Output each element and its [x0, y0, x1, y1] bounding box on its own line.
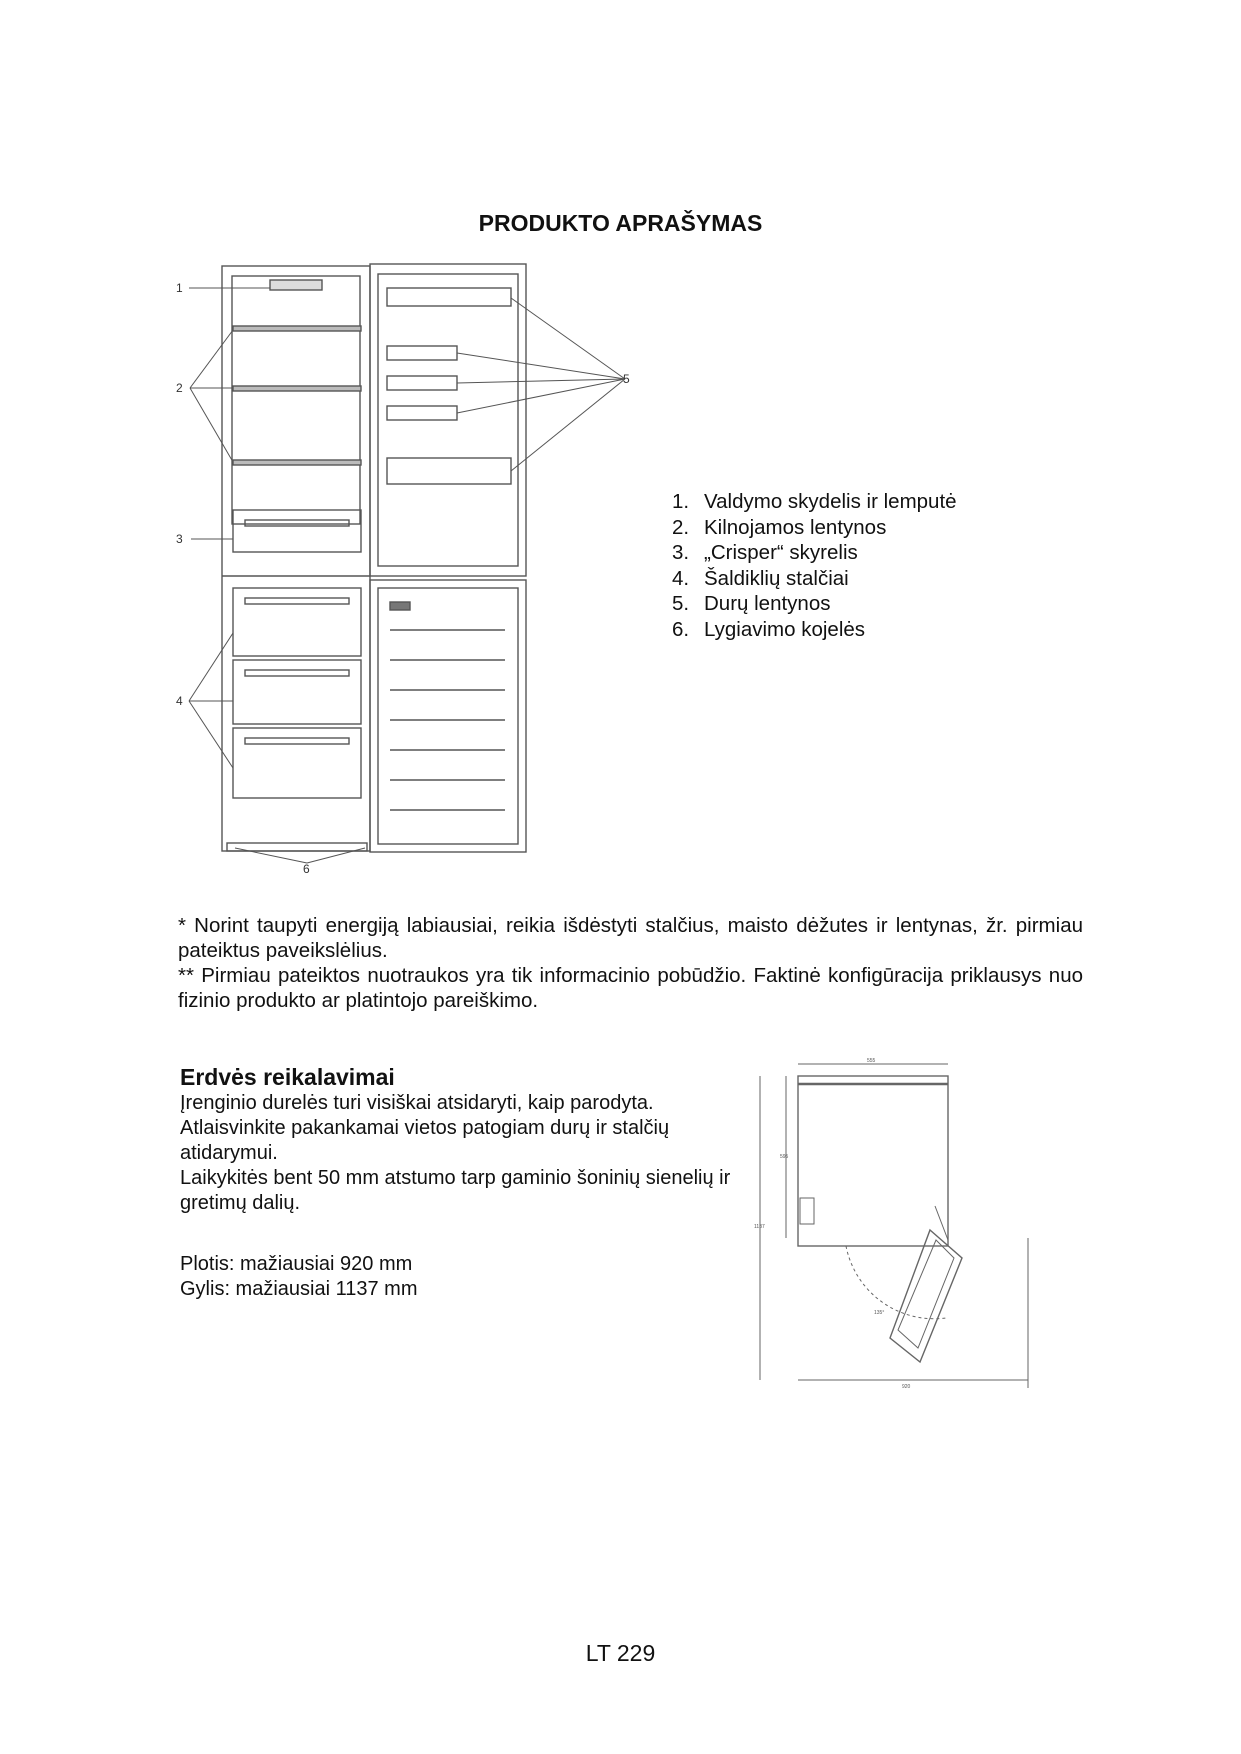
callout-5: 5	[623, 372, 630, 386]
list-item: 1. Valdymo skydelis ir lemputė	[672, 490, 957, 513]
section-title: Erdvės reikalavimai	[180, 1064, 395, 1090]
notes	[178, 913, 1083, 1013]
list-item: 4. Šaldiklių stalčiai	[672, 566, 849, 590]
dimension-text	[180, 1252, 417, 1302]
note-energy: * Norint taupyti energiją labiausiai, reikia išdėstyti stalčius, maisto dėžutes ir lentynas, žr. pirmiau pateiktus paveikslėlius.	[178, 914, 1083, 962]
width-requirement: Plotis: mažiausiai 920 mm	[180, 1253, 413, 1275]
dim-outer-depth: 1137	[754, 1224, 765, 1230]
fridge-diagram	[165, 258, 635, 873]
callout-6: 6	[303, 862, 310, 873]
dim-bottom: 920	[902, 1384, 911, 1390]
list-item: 6. Lygiavimo kojelės	[672, 617, 866, 641]
dim-top: 555	[867, 1058, 876, 1064]
page-number: LT 229	[585, 1640, 656, 1666]
callout-2: 2	[176, 381, 183, 395]
dim-angle: 135°	[874, 1310, 885, 1316]
list-item: 2. Kilnojamos lentynos	[672, 515, 887, 539]
page-title: PRODUKTO APRAŠYMAS	[478, 210, 763, 236]
callout-3: 3	[176, 532, 183, 546]
dim-inner-depth: 595	[780, 1154, 789, 1160]
clearance-diagram	[750, 1058, 1060, 1403]
list-item: 3. „Crisper“ skyrelis	[672, 541, 858, 564]
space-requirements-text: Įrenginio durelės turi visiškai atsidaryti, kaip parodyta. Atlaisvinkite pakankamai vietos patogiam durų ir stalčių atidarymui. Laikykitės bent 50 mm atstumo tarp gaminio šoninių sienelių ir gretimų dalių.	[180, 1092, 731, 1214]
callout-1: 1	[176, 281, 183, 295]
depth-requirement: Gylis: mažiausiai 1137 mm	[180, 1278, 418, 1300]
callout-4: 4	[176, 694, 183, 708]
note-images: ** Pirmiau pateiktos nuotraukos yra tik informacinio pobūdžio. Faktinė konfigūracija priklausys nuo fizinio produkto ar platintojo pareiškimo.	[178, 964, 1083, 1012]
list-item: 5. Durų lentynos	[672, 592, 831, 615]
parts-list	[672, 489, 957, 642]
